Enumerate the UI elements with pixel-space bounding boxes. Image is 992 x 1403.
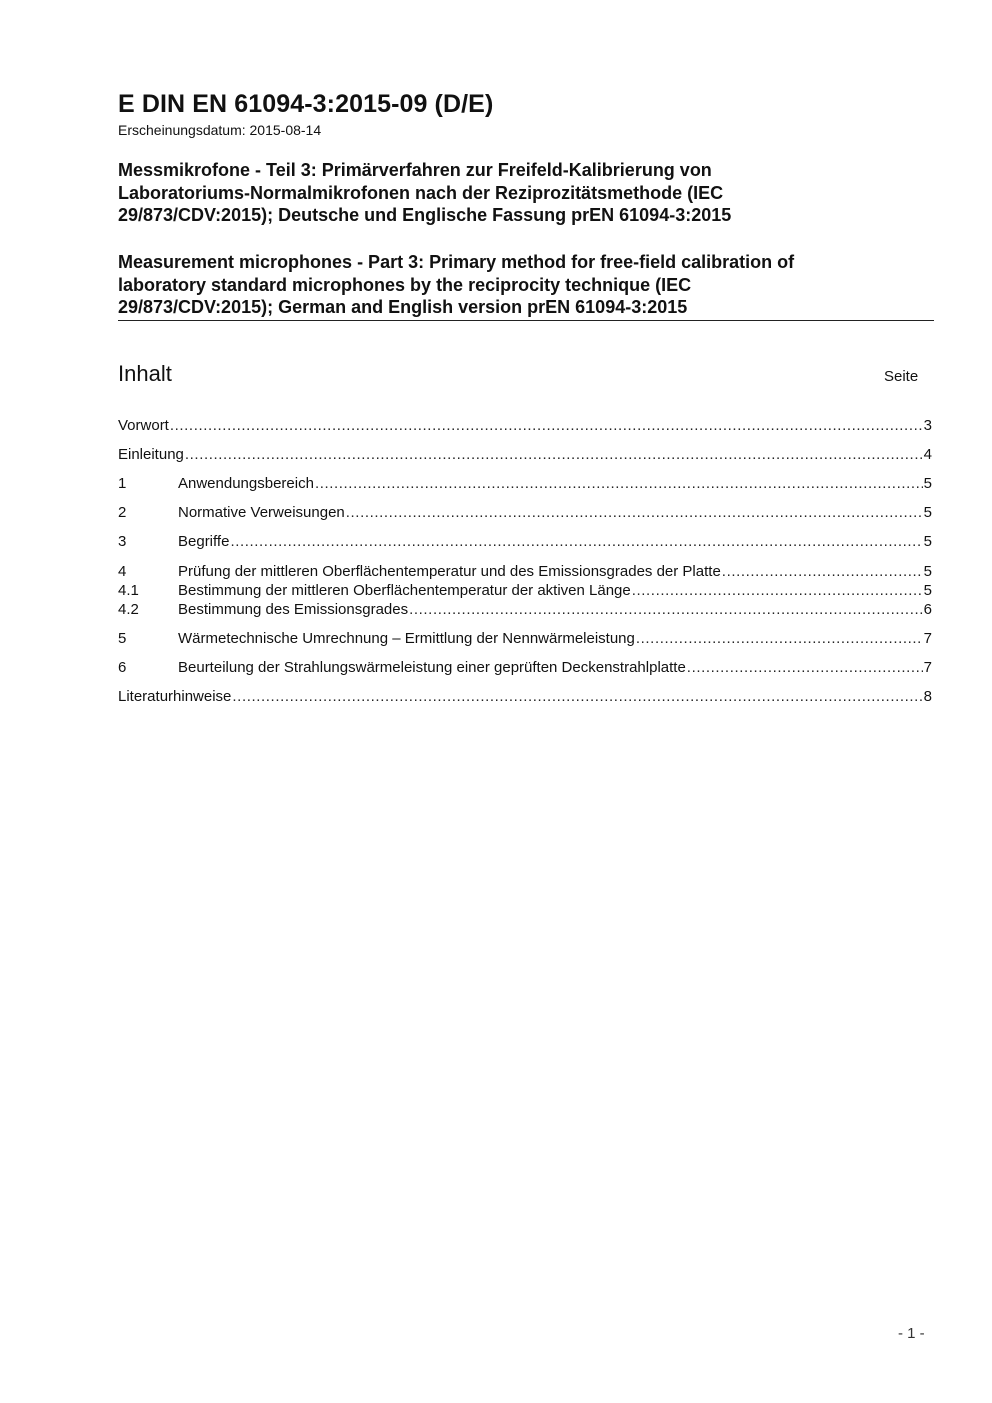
title-divider bbox=[118, 320, 934, 321]
title-german-line: 29/873/CDV:2015); Deutsche und Englische Fassung prEN 61094-3:2015 bbox=[118, 205, 732, 225]
toc-entry[interactable] bbox=[118, 582, 932, 601]
toc-page-column-label: Seite bbox=[884, 368, 919, 385]
toc-entry-number: 2 bbox=[118, 504, 127, 521]
toc-entry[interactable] bbox=[118, 446, 932, 465]
toc-leader-dots bbox=[315, 475, 923, 492]
toc-heading: Inhalt bbox=[118, 361, 172, 386]
toc-entry-title: Anwendungsbereich bbox=[178, 475, 314, 492]
document-id: E DIN EN 61094-3:2015-09 (D/E) bbox=[118, 90, 494, 118]
toc-entry-page: 5 bbox=[923, 563, 932, 580]
toc-leader-dots bbox=[346, 504, 923, 521]
toc-entry-number: 4.2 bbox=[118, 601, 139, 618]
title-german bbox=[118, 159, 898, 227]
toc-entry[interactable] bbox=[118, 601, 932, 620]
toc-leader-dots bbox=[230, 533, 922, 550]
toc-leader-dots bbox=[170, 417, 923, 434]
title-german-line: Messmikrofone - Teil 3: Primärverfahren zur Freifeld-Kalibrierung von bbox=[118, 160, 712, 180]
toc-entry-title: Begriffe bbox=[178, 533, 230, 550]
toc-entry-number: 1 bbox=[118, 475, 127, 492]
toc-leader-dots bbox=[409, 601, 923, 618]
toc-entry[interactable] bbox=[118, 563, 932, 582]
toc-entry-page: 7 bbox=[923, 659, 932, 676]
toc-entry-number: 4.1 bbox=[118, 582, 139, 599]
toc-entry-title: Wärmetechnische Umrechnung – Ermittlung der Nennwärmeleistung bbox=[178, 630, 635, 647]
publication-date: Erscheinungsdatum: 2015-08-14 bbox=[118, 122, 322, 138]
toc-entry-title: Normative Verweisungen bbox=[178, 504, 345, 521]
toc-entry-title: Bestimmung der mittleren Oberflächentemperatur der aktiven Länge bbox=[178, 582, 631, 599]
toc-entry-title: Literaturhinweise bbox=[118, 688, 232, 705]
toc-entry-page: 3 bbox=[923, 417, 932, 434]
toc-entry-page: 5 bbox=[923, 533, 932, 550]
title-german-line: Laboratoriums-Normalmikrofonen nach der Reziprozitätsmethode (IEC bbox=[118, 182, 724, 203]
toc-leader-dots bbox=[636, 630, 923, 647]
toc-entry[interactable] bbox=[118, 417, 932, 436]
title-english-line: 29/873/CDV:2015); German and English version prEN 61094-3:2015 bbox=[118, 297, 688, 317]
title-english bbox=[118, 251, 898, 319]
toc-entry-page: 5 bbox=[923, 504, 932, 521]
toc-entry-title: Prüfung der mittleren Oberflächentemperatur und des Emissionsgrades der Platte bbox=[178, 563, 721, 580]
title-english-line: laboratory standard microphones by the reciprocity technique (IEC bbox=[118, 274, 692, 295]
toc-entry-title: Beurteilung der Strahlungswärmeleistung einer geprüften Deckenstrahlplatte bbox=[178, 659, 686, 676]
toc-entry-page: 8 bbox=[923, 688, 932, 705]
page-number: - 1 - bbox=[898, 1325, 925, 1342]
title-english-line: Measurement microphones - Part 3: Primary method for free-field calibration of bbox=[118, 252, 795, 272]
toc-leader-dots bbox=[722, 563, 923, 580]
toc-leader-dots bbox=[185, 446, 923, 463]
toc-entry-title: Vorwort bbox=[118, 417, 169, 434]
toc-leader-dots bbox=[232, 688, 922, 705]
toc-entry-number: 6 bbox=[118, 659, 127, 676]
toc-entry[interactable] bbox=[118, 659, 932, 678]
toc-entry-page: 4 bbox=[923, 446, 932, 463]
toc-entry-page: 5 bbox=[923, 582, 932, 599]
toc-entry-number: 5 bbox=[118, 630, 127, 647]
toc-entry[interactable] bbox=[118, 688, 932, 707]
toc-entry-title: Einleitung bbox=[118, 446, 184, 463]
toc-entry-page: 5 bbox=[923, 475, 932, 492]
toc-entry[interactable] bbox=[118, 504, 932, 523]
toc-entry[interactable] bbox=[118, 475, 932, 494]
toc-leader-dots bbox=[632, 582, 923, 599]
toc-entry-page: 6 bbox=[923, 601, 932, 618]
toc-entry-number: 3 bbox=[118, 533, 127, 550]
toc-entry[interactable] bbox=[118, 630, 932, 649]
toc-entry-page: 7 bbox=[923, 630, 932, 647]
toc-entry-title: Bestimmung des Emissionsgrades bbox=[178, 601, 409, 618]
toc-leader-dots bbox=[687, 659, 923, 676]
toc-entry-number: 4 bbox=[118, 563, 127, 580]
toc-entry[interactable] bbox=[118, 533, 932, 552]
